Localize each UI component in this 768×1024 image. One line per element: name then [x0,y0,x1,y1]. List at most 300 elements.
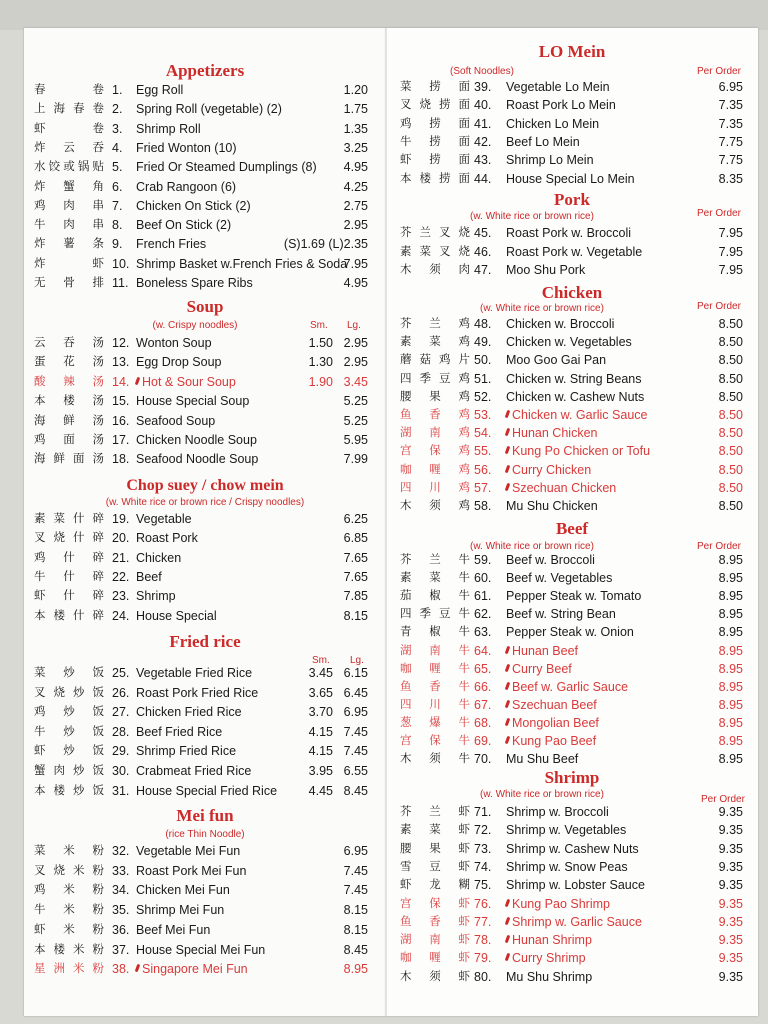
item-name-text: Fried Or Steamed Dumplings (8) [136,160,317,175]
item-price: 1.35 [343,121,368,136]
pork-subtitle: (w. White rice or brown rice) [470,211,594,222]
item-price: 8.50 [718,335,743,350]
item-number: 49. [474,335,492,350]
item-name [506,714,599,732]
item-name [506,569,612,587]
item-name-text: Kung Pao Beef [512,734,597,748]
menu-item [0,876,768,894]
item-number: 70. [474,752,492,767]
item-chinese-name: 海鲜汤 [34,414,104,427]
menu-item [0,660,768,678]
item-name-text: Curry Beef [512,661,572,676]
item-number: 31. [112,783,130,798]
item-chinese-name: 四季豆鸡 [400,372,470,385]
item-name-text: Beef w. Broccoli [506,553,595,567]
item-chinese-name: 木须虾 [400,970,470,983]
item-name-text: Beef Lo Mein [506,134,580,149]
item-price: 7.35 [718,116,743,131]
menu-item [0,497,768,515]
item-name-text: Seafood Noodle Soup [136,452,259,467]
item-name [506,821,626,839]
item-name-text: Shrimp w. Garlic Sauce [512,914,642,929]
shrimp-title: Shrimp [544,768,600,787]
menu-item [0,696,768,714]
item-price: 1.20 [343,83,368,97]
item-number: 50. [474,353,492,368]
menu-item [0,623,768,641]
chili-pepper-icon [505,700,511,709]
item-chinese-name: 虾捞面 [400,154,470,167]
item-chinese-name: 炸云吞 [34,141,104,154]
item-name-text: Spring Roll (vegetable) (2) [136,102,282,117]
item-name [506,96,616,114]
per-order: Per Order [697,208,741,219]
item-name [136,782,277,800]
item-name [506,551,595,569]
menu-item [0,642,768,660]
item-price: 8.50 [718,389,743,404]
item-name-text: Beef w. Vegetables [506,571,613,586]
menu-item [0,968,768,986]
item-number: 74. [474,859,492,874]
item-name-text: Kung Pao Shrimp [512,896,610,911]
item-chinese-name: 雪豆虾 [400,860,470,873]
item-price-large: 2.95 [343,355,368,370]
item-chinese-name: 素菜什碎 [34,513,104,525]
item-name [506,333,632,351]
menu-item [0,821,768,839]
item-chinese-name: 芥兰叉烧 [400,227,470,239]
item-name-text: Mu Shu Chicken [506,499,598,513]
item-chinese-name: 叉烧炒饭 [34,686,104,699]
item-price-large: 6.15 [343,666,368,680]
item-chinese-name: 虾米粉 [34,923,104,936]
menu-item [0,461,768,479]
item-number: 57. [474,480,492,495]
item-price: 8.50 [718,426,743,441]
item-number: 16. [112,413,130,428]
item-chinese-name: 鱼香鸡 [400,409,470,421]
item-name [506,133,580,151]
item-name [506,642,578,660]
item-chinese-name: 叉烧什碎 [34,532,104,545]
appetizers-title: Appetizers [165,61,245,80]
item-chinese-name: 咖喱牛 [400,662,470,675]
item-name [506,170,635,188]
item-price: 9.35 [718,914,743,929]
item-name-text: Shrimp Roll [136,121,201,136]
item-price: 6.25 [343,512,368,526]
item-chinese-name: 叉烧米粉 [34,864,104,877]
chili-pepper-icon [505,736,511,745]
item-name-text: Chicken Fried Rice [136,705,242,720]
item-name [506,605,616,623]
item-number: 19. [112,512,130,526]
item-chinese-name: 腰果鸡 [400,390,470,403]
item-name-text: Beef [136,569,162,584]
item-chinese-name: 牛米粉 [34,904,104,917]
item-chinese-name: 虾什碎 [34,590,104,603]
item-price: 8.95 [718,571,743,586]
item-name-text: Shrimp Lo Mein [506,153,594,168]
item-price-large: 5.25 [343,413,368,428]
item-name [136,529,198,547]
item-number: 5. [112,160,123,175]
item-number: 12. [112,336,130,350]
item-price-small: 3.65 [308,685,333,700]
menu-item [0,858,768,876]
menu-item [0,333,768,351]
item-price: 7.95 [718,244,743,259]
item-name-text: House Special Soup [136,394,250,409]
item-chinese-name: 菜米粉 [34,845,104,857]
item-price: 6.95 [718,80,743,94]
item-chinese-name: 湖南牛 [400,644,470,657]
col-large: Lg. [347,320,361,331]
item-number: 4. [112,140,123,155]
item-name-text: Shrimp w. Snow Peas [506,859,628,874]
item-price-large: 5.25 [343,394,368,409]
menu-item [0,714,768,732]
item-number: 24. [112,608,130,623]
item-name [506,243,642,261]
item-name [506,461,591,479]
chili-pepper-icon [505,681,511,690]
item-chinese-name: 湖南虾 [400,934,470,947]
item-name-text: Roast Pork Fried Rice [136,685,259,700]
item-name-text: Chicken w. String Beans [506,371,642,386]
item-name-text: Seafood Soup [136,413,216,428]
chili-pepper-icon [505,917,511,926]
item-chinese-name: 本楼汤 [34,395,104,408]
item-chinese-name: 云吞汤 [34,337,104,349]
item-price-small: 4.45 [308,783,333,798]
pork-title: Pork [554,190,590,209]
item-number: 61. [474,589,492,604]
item-chinese-name: 炸薯条 [34,238,104,251]
item-price: 8.50 [718,408,743,422]
item-chinese-name: 上海春卷 [34,103,104,116]
item-chinese-name: 牛捞面 [400,135,470,148]
item-name [506,151,594,169]
item-number: 67. [474,697,492,712]
item-name-text: Shrimp [136,589,176,604]
menu-item [0,78,768,96]
item-number: 39. [474,80,492,94]
item-name-text: Chicken Mei Fun [136,883,230,898]
item-chinese-name: 菜炒饭 [34,667,104,679]
item-chinese-name: 鸡炒饭 [34,706,104,719]
menu-item [0,949,768,967]
item-price: 7.75 [718,134,743,149]
item-price: 8.50 [718,462,743,477]
item-name-text: House Special Mei Fun [136,942,266,957]
item-number: 1. [112,83,123,97]
item-name-text: Chicken w. Broccoli [506,317,615,331]
item-price: (S)1.69 (L)2.35 [283,237,368,252]
item-name-text: Kung Po Chicken or Tofu [512,444,651,459]
menu-item [0,370,768,388]
item-name-text: Hunan Beef [512,643,579,658]
item-name-text: Beef On Stick (2) [136,218,232,233]
item-chinese-name: 木须牛 [400,753,470,766]
menu-item [0,442,768,460]
item-price-large: 8.45 [343,783,368,798]
item-number: 47. [474,263,492,278]
item-price: 8.95 [718,697,743,712]
item-price: 7.95 [718,263,743,278]
item-price: 4.95 [343,160,368,175]
item-number: 33. [112,863,130,878]
item-price: 8.50 [718,499,743,513]
item-name-text: Roast Pork [136,531,198,546]
item-number: 23. [112,589,130,604]
item-price: 4.25 [343,179,368,194]
menu-item [0,388,768,409]
item-name [506,678,628,696]
item-price: 9.35 [718,933,743,948]
shrimp-subtitle: (w. White rice or brown rice) [480,789,604,800]
item-price-small: 1.30 [308,355,333,370]
item-name-text: Vegetable Fried Rice [136,666,253,680]
item-chinese-name: 酸辣汤 [34,375,104,388]
item-name-text: Moo Goo Gai Pan [506,353,607,368]
item-price: 2.75 [343,198,368,213]
menu-item [0,351,768,369]
item-name-text: Chicken On Stick (2) [136,198,251,213]
item-number: 68. [474,715,492,730]
item-chinese-name: 虾炒饭 [34,745,104,758]
item-chinese-name: 蟹肉炒饭 [34,765,104,777]
chili-pepper-icon [505,410,511,419]
chicken-subtitle: (w. White rice or brown rice) [480,303,604,314]
item-name-text: Mu Shu Beef [506,752,579,767]
col-small-fr: Sm. [312,655,330,666]
item-price: 8.95 [718,752,743,767]
item-name-text: Szechuan Beef [512,697,597,712]
item-number: 11. [112,276,129,290]
item-number: 13. [112,355,130,370]
item-number: 28. [112,724,130,739]
item-chinese-name: 湖南鸡 [400,427,470,440]
item-price: 8.15 [343,608,368,623]
item-price: 8.95 [718,625,743,640]
item-name-text: Beef Mei Fun [136,922,211,937]
item-chinese-name: 芥兰鸡 [400,318,470,330]
item-chinese-name: 星洲米粉 [34,963,104,976]
item-number: 26. [112,685,130,700]
item-name-text: Roast Pork Mei Fun [136,863,247,878]
menu-item [0,605,768,623]
menu-item [0,424,768,442]
item-price: 8.95 [718,661,743,676]
item-name [506,497,598,515]
col-small: Sm. [310,320,328,331]
item-number: 7. [112,198,123,213]
menu-item [0,261,768,279]
item-number: 52. [474,389,492,404]
item-chinese-name: 本楼什碎 [34,609,104,622]
item-name-text: Vegetable Lo Mein [506,80,610,94]
menu-item [0,151,768,169]
item-number: 9. [112,237,123,252]
item-name [506,968,592,986]
item-name-text: Hunan Shrimp [512,933,592,948]
chili-pepper-icon [505,718,511,727]
item-number: 20. [112,531,130,546]
item-number: 18. [112,452,130,467]
item-price: 8.50 [718,353,743,368]
item-number: 79. [474,951,492,966]
item-chinese-name: 虾 卷 [34,122,104,135]
item-chinese-name: 四川牛 [400,698,470,711]
item-name-text: Egg Drop Soup [136,355,222,370]
item-number: 59. [474,553,492,567]
item-price-large: 6.55 [343,764,368,778]
item-chinese-name: 海鲜面汤 [34,453,104,466]
item-chinese-name: 春 卷 [34,84,104,96]
item-price: 3.25 [343,140,368,155]
item-price-large: 2.95 [343,336,368,350]
item-name-text: Chicken w. Garlic Sauce [512,408,648,422]
item-price: 8.35 [718,171,743,186]
item-number: 55. [474,444,492,459]
item-price-small: 3.70 [308,705,333,720]
item-price: 8.50 [718,480,743,495]
col-large-fr: Lg. [350,655,364,666]
item-name [506,224,631,242]
menu-item [0,678,768,696]
item-name [506,803,609,821]
item-chinese-name: 虾龙糊 [400,879,470,892]
item-chinese-name: 水饺或锅贴 [34,161,104,174]
item-price-large: 5.95 [343,433,368,447]
item-price: 9.35 [718,859,743,874]
item-name [506,424,597,442]
item-number: 17. [112,433,130,447]
menu-item [0,406,768,424]
item-price-large: 6.95 [343,705,368,720]
soup-title: Soup [186,297,224,316]
item-number: 22. [112,569,130,584]
item-name [506,623,634,641]
item-chinese-name: 咖喱虾 [400,952,470,965]
item-name [506,78,610,96]
item-name [506,261,585,279]
item-number: 75. [474,878,492,893]
item-name-text: Crab Rangoon (6) [136,179,237,194]
chili-pepper-icon [505,446,511,455]
item-number: 42. [474,134,492,149]
item-price: 8.95 [343,962,368,977]
item-chinese-name: 素菜叉烧 [400,245,470,258]
item-price-small: 4.15 [308,724,333,739]
item-price: 8.95 [718,715,743,730]
lomein-title: LO Mein [538,42,606,61]
menu-item [0,551,768,569]
item-name-text: Roast Pork Lo Mein [506,98,616,113]
item-number: 35. [112,903,130,918]
item-name [506,370,642,388]
item-name [506,913,642,931]
menu-item [0,224,768,242]
item-name-text: Singapore Mei Fun [142,962,248,977]
menu-item [0,243,768,261]
item-price: 8.95 [718,734,743,748]
item-number: 62. [474,607,492,622]
chopsuey-title: Chop suey / chow mein [126,477,284,494]
item-name-text: Wonton Soup [136,336,212,350]
item-number: 36. [112,922,130,937]
item-number: 40. [474,98,492,113]
item-name [506,949,586,967]
item-price-small: 1.50 [308,336,333,350]
item-price: 9.35 [718,896,743,911]
item-name [136,197,251,215]
item-chinese-name: 炸蟹角 [34,180,104,193]
item-price: 9.35 [718,969,743,984]
friedrice-title: Fried rice [169,632,241,651]
item-number: 65. [474,661,492,676]
item-name [506,587,641,605]
item-price: 8.95 [718,643,743,658]
soup-subtitle: (w. Crispy noodles) [152,320,238,331]
item-price: 8.50 [718,317,743,331]
item-number: 8. [112,218,123,233]
menu-item [0,170,768,188]
chopsuey-subtitle: (w. White rice or brown rice / Crispy noodles) [105,497,305,508]
item-price: 2.95 [343,218,368,233]
item-chinese-name: 叉烧捞面 [400,99,470,112]
item-number: 48. [474,317,492,331]
item-number: 21. [112,550,130,565]
chili-pepper-icon [505,483,511,492]
chili-pepper-icon [505,663,511,672]
item-chinese-name: 本楼米粉 [34,943,104,956]
item-name [506,406,647,424]
item-name [506,115,599,133]
item-price-small: 1.90 [308,374,333,389]
meifun-title: Mei fun [176,806,234,825]
item-name-text: Vegetable [136,512,192,526]
item-price-large: 3.45 [343,374,368,389]
menu-item [0,315,768,333]
item-price: 8.50 [718,444,743,459]
menu-item [0,895,768,913]
item-name-text: Pepper Steak w. Tomato [506,589,642,604]
menu-item [0,479,768,497]
lomein-subtitle: (Soft Noodles) [450,66,514,77]
item-price: 7.65 [343,550,368,565]
item-price: 6.85 [343,531,368,546]
item-chinese-name: 本楼捞面 [400,172,470,185]
chili-pepper-icon [505,645,511,654]
item-price: 9.35 [718,951,743,966]
menu-item [0,732,768,750]
item-number: 69. [474,734,492,748]
item-number: 72. [474,823,492,838]
item-price: 9.35 [718,841,743,856]
item-chinese-name: 蛋花汤 [34,356,104,369]
per-order: Per Order [697,541,741,552]
item-number: 32. [112,844,130,858]
item-number: 10. [112,256,130,271]
item-chinese-name: 宫保鸡 [400,445,470,458]
menu-item [0,133,768,151]
chili-pepper-icon [505,935,511,944]
item-name-text: House Special Fried Rice [136,783,278,798]
item-name-text: Curry Chicken [512,462,592,477]
